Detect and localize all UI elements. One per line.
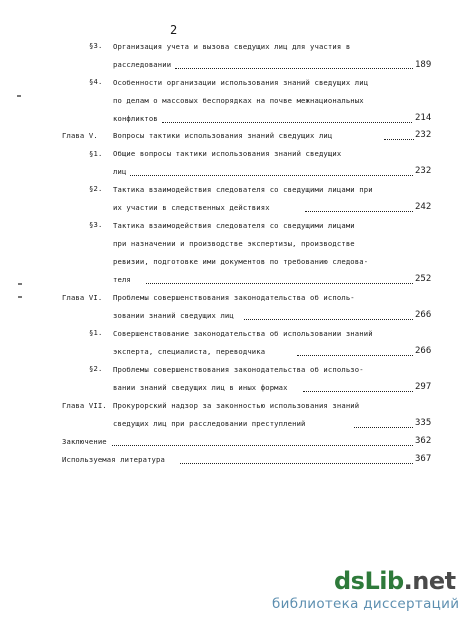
toc-line: конфликтов — [113, 114, 158, 123]
toc-line: Заключение — [62, 437, 107, 446]
toc-label: §2. — [89, 184, 103, 193]
toc-page: 362 — [415, 436, 432, 446]
toc-label: Глава V. — [62, 131, 98, 140]
dot-leader — [146, 283, 413, 284]
toc-page: 266 — [415, 310, 432, 320]
toc-page: 232 — [415, 166, 432, 176]
toc-line: зовании знаний сведущих лиц — [113, 311, 234, 320]
dot-leader — [130, 175, 413, 176]
dot-leader — [354, 427, 413, 428]
dot-leader — [297, 355, 413, 356]
toc-line: Совершенствование законодательства об использовании знаний — [113, 329, 373, 338]
scan-mark — [17, 95, 21, 97]
toc-line: теля — [113, 275, 131, 284]
dot-leader — [175, 68, 413, 69]
toc-label: §2. — [89, 364, 103, 373]
toc-label: §1. — [89, 149, 103, 158]
dot-leader — [303, 391, 413, 392]
toc-label: §3. — [89, 220, 103, 229]
toc-page: 335 — [415, 418, 432, 428]
toc-page: 232 — [415, 130, 432, 140]
toc-line: вании знаний сведущих лиц в иных формах — [113, 383, 288, 392]
toc-line: Тактика взаимодействия следователя со сведущими лицами при — [113, 185, 373, 194]
watermark-brand: dsLib — [334, 567, 404, 595]
page-number: 2 — [170, 23, 178, 37]
toc-page: 297 — [415, 382, 432, 392]
toc-line: Особенности организации использования знаний сведущих лиц — [113, 78, 369, 87]
toc-label: §4. — [89, 77, 103, 86]
toc-line: Общие вопросы тактики использования знаний сведущих — [113, 149, 342, 158]
toc-page: 189 — [415, 60, 432, 70]
toc-line: расследовании — [113, 60, 172, 69]
toc-line: по делам о массовых беспорядках на почве межнациональных — [113, 96, 364, 105]
toc-line: ревизии, подготовке ими документов по требованию следова- — [113, 257, 369, 266]
toc-page: 214 — [415, 113, 432, 123]
toc-label: §3. — [89, 41, 103, 50]
scan-mark — [18, 296, 22, 298]
toc-page: 242 — [415, 202, 432, 212]
toc-line: их участии в следственных действиях — [113, 203, 270, 212]
toc-page: 367 — [415, 454, 432, 464]
toc-line: Проблемы совершенствования законодательства об использо- — [113, 365, 364, 374]
toc-line: при назначении и производстве экспертизы, производстве — [113, 239, 355, 248]
toc-line: эксперта, специалиста, переводчика — [113, 347, 266, 356]
watermark-domain: .net — [403, 567, 456, 595]
toc-label: Глава VII. — [62, 401, 107, 410]
toc-label: Глава VI. — [62, 293, 103, 302]
toc-line: Вопросы тактики использования знаний сведущих лиц — [113, 131, 333, 140]
toc-line: Организация учета и вызова сведущих лиц для участия в — [113, 42, 351, 51]
toc-page: 252 — [415, 274, 432, 284]
dot-leader — [180, 463, 413, 464]
toc-line: Тактика взаимодействия следователя со сведущими лицами — [113, 221, 355, 230]
toc-page: 266 — [415, 346, 432, 356]
scan-mark — [18, 283, 22, 285]
toc-line: лиц — [113, 167, 127, 176]
watermark-tagline: библиотека диссертаций — [272, 596, 459, 612]
toc-line: Проблемы совершенствования законодательства об исполь- — [113, 293, 355, 302]
toc-line: Прокурорский надзор за законностью использования знаний — [113, 401, 360, 410]
toc-label: §1. — [89, 328, 103, 337]
dot-leader — [244, 319, 413, 320]
watermark-logo — [334, 567, 456, 595]
toc-line: сведущих лиц при расследовании преступлений — [113, 419, 306, 428]
dot-leader — [305, 211, 413, 212]
dot-leader — [162, 122, 412, 123]
dot-leader — [384, 139, 414, 140]
toc-line: Используемая литература — [62, 455, 165, 464]
dot-leader — [112, 445, 413, 446]
